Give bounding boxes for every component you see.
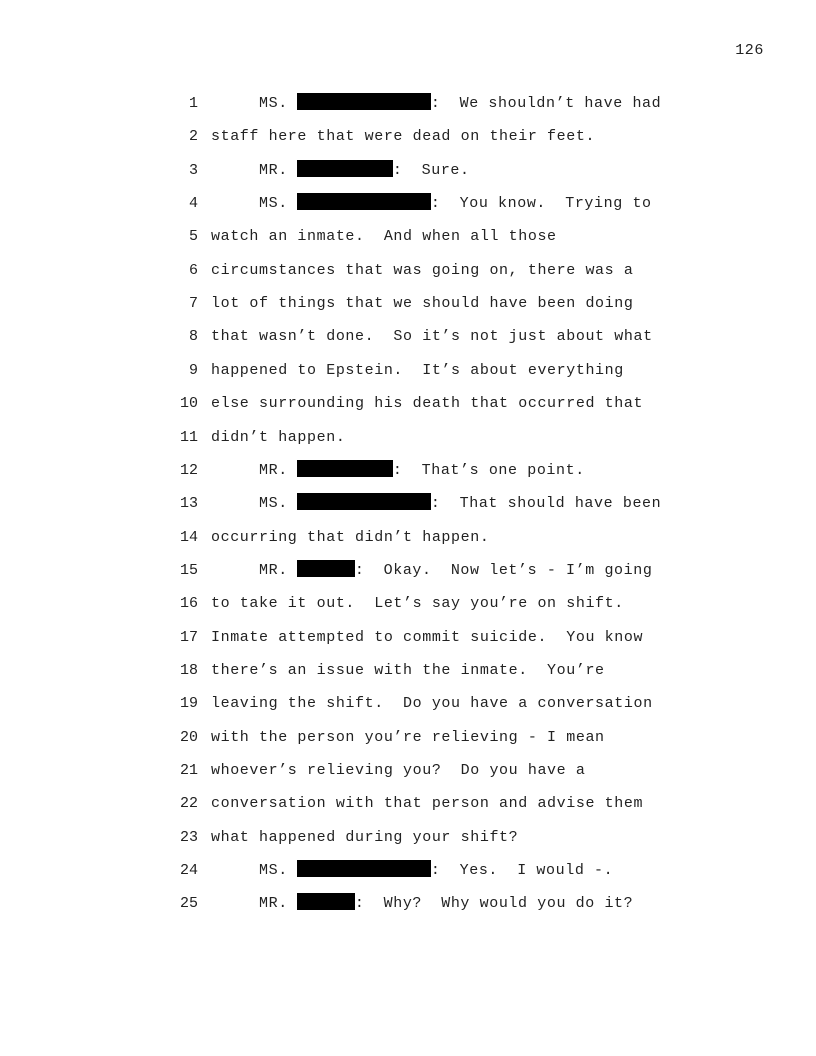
transcript-line [0,292,816,316]
line-content: : We shouldn’t have had [430,95,662,112]
redaction-bar [297,193,431,210]
line-number: 23 [179,828,198,846]
line-number: 3 [188,161,198,179]
line-content: conversation with that person and advise them [211,795,644,813]
line-number: 9 [188,361,198,379]
line-text [211,426,345,450]
line-content: circumstances that was going on, there was a [211,261,634,279]
line-content: : Sure. [392,161,470,179]
transcript-line [0,592,816,616]
line-text [211,659,605,683]
speaker-line [259,892,633,916]
line-number: 1 [188,95,198,112]
line-content: whoever’s relieving you? Do you have a [211,762,586,779]
line-number: 20 [179,728,198,746]
line-text [211,526,489,550]
line-content: : Okay. Now let’s - I’m going [354,561,653,579]
line-content: there’s an issue with the inmate. You’re [211,661,605,679]
transcript-line [0,325,816,349]
transcript-line [0,859,816,883]
line-text [211,125,595,149]
speaker-line [259,859,613,883]
line-number: 14 [179,528,198,546]
transcript-line [0,459,816,483]
speaker-line [259,559,652,583]
line-content: : That’s one point. [392,461,585,479]
redaction-bar [297,560,355,577]
speaker-line [259,92,661,116]
line-content: staff here that were dead on their feet. [211,128,596,146]
line-text [211,292,633,316]
transcript-line [0,759,816,783]
line-content: with the person you’re relieving - I mean [211,728,605,746]
line-text [211,692,653,716]
speaker-title: MR. [259,895,288,913]
transcript-line [0,826,816,850]
transcript-line [0,626,816,650]
line-content: that wasn’t done. So it’s not just about what [211,328,653,346]
transcript-line [0,692,816,716]
line-number: 22 [179,795,198,813]
line-number: 21 [179,762,198,779]
speaker-title: MS. [259,195,288,213]
line-content: : Yes. I would -. [430,862,614,880]
speaker-title: MS. [259,862,288,880]
transcript-line [0,192,816,216]
line-number: 11 [179,428,198,446]
line-number: 5 [188,228,198,246]
line-content: occurring that didn’t happen. [211,528,490,546]
line-number: 17 [179,628,198,646]
transcript-line [0,792,816,816]
transcript-line [0,259,816,283]
line-number: 8 [188,328,198,346]
line-content: to take it out. Let’s say you’re on shift. [211,595,624,613]
line-number: 6 [188,261,198,279]
line-number: 4 [188,195,198,213]
line-number: 10 [179,395,198,413]
line-number: 13 [179,495,198,513]
line-text [211,225,557,249]
line-number: 2 [188,128,198,146]
line-text [211,726,605,750]
transcript-line [0,726,816,750]
line-text [211,392,643,416]
speaker-line [259,492,661,516]
line-text [211,826,518,850]
line-content: happened to Epstein. It’s about everything [211,361,624,379]
transcript-line [0,526,816,550]
speaker-title: MS. [259,495,288,513]
line-content: : You know. Trying to [430,195,652,213]
transcript-line [0,892,816,916]
line-number: 24 [179,862,198,880]
line-number: 7 [188,295,198,313]
speaker-line [259,192,652,216]
redaction-bar [297,893,355,910]
page-number: 126 [735,42,764,59]
line-text [211,592,624,616]
redaction-bar [297,860,431,877]
speaker-title: MR. [259,561,288,579]
line-number: 25 [179,895,198,913]
transcript-line [0,392,816,416]
line-number: 15 [179,561,198,579]
line-text [211,792,643,816]
line-content: Inmate attempted to commit suicide. You know [211,628,644,646]
transcript-line [0,92,816,116]
speaker-title: MR. [259,161,288,179]
line-content: lot of things that we should have been doing [211,295,634,313]
speaker-line [259,159,470,183]
line-number: 12 [179,461,198,479]
transcript-line [0,492,816,516]
redaction-bar [297,160,393,177]
speaker-title: MS. [259,95,288,112]
line-text [211,325,653,349]
line-number: 18 [179,661,198,679]
transcript-line [0,225,816,249]
transcript-line [0,159,816,183]
line-text [211,759,585,783]
transcript-line [0,559,816,583]
line-number: 16 [179,595,198,613]
line-content: : That should have been [430,495,662,513]
line-content: watch an inmate. And when all those [211,228,557,246]
transcript-line [0,359,816,383]
line-text [211,259,633,283]
redaction-bar [297,460,393,477]
transcript-line [0,659,816,683]
transcript-line [0,125,816,149]
line-number: 19 [179,695,198,713]
speaker-line [259,459,585,483]
line-content: didn’t happen. [211,428,346,446]
line-content: else surrounding his death that occurred that [211,395,644,413]
redaction-bar [297,93,431,110]
line-content: leaving the shift. Do you have a conversation [211,695,653,713]
speaker-title: MR. [259,461,288,479]
line-content: : Why? Why would you do it? [354,895,634,913]
line-text [211,626,643,650]
redaction-bar [297,493,431,510]
transcript-line [0,426,816,450]
line-content: what happened during your shift? [211,828,519,846]
line-text [211,359,624,383]
